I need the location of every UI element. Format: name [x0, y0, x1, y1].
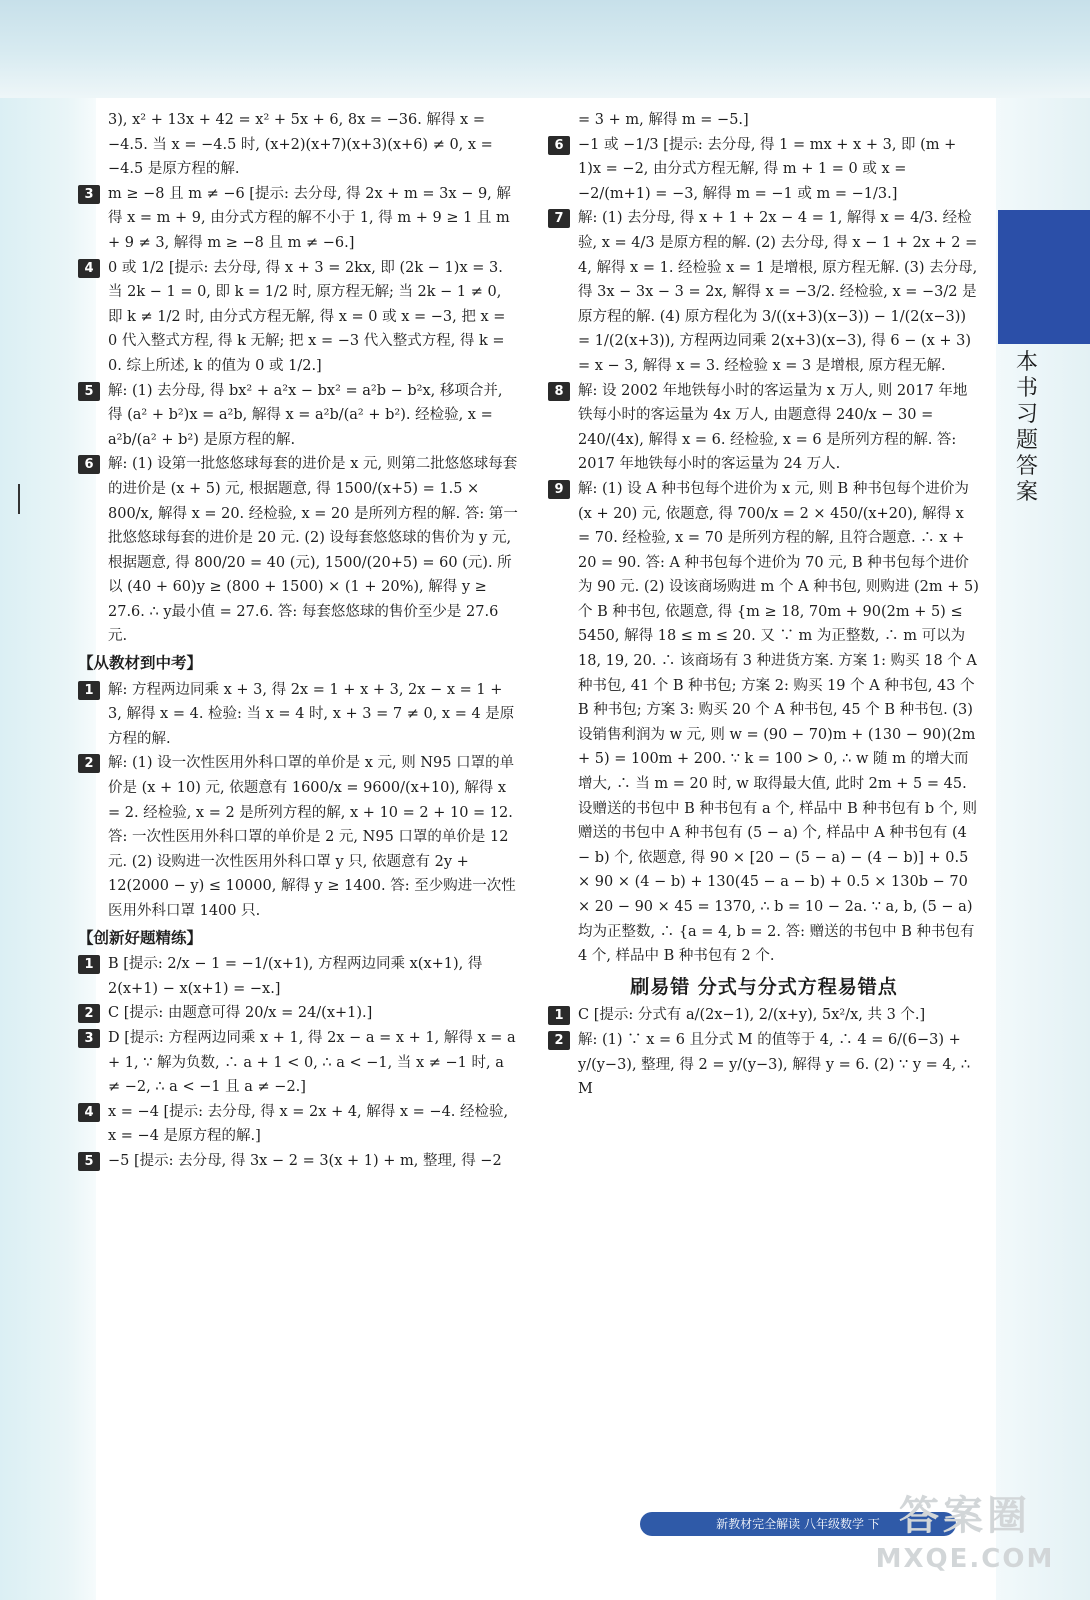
- item-text: 解: 设 2002 年地铁每小时的客运量为 x 万人, 则 2017 年地铁每小时的客运量为 4x 万人, 由题意得 240/x − 30 = 240/(4x), 解得 x = 6. 经检验, x = 6 是所列方程的解. 答: 2017 年地铁每小时的客运量为 24 万人.: [578, 382, 968, 473]
- answer-item: [548, 477, 980, 969]
- item-number: 5: [78, 382, 100, 401]
- item-text: −1 或 −1/3 [提示: 去分母, 得 1 = mx + x + 3, 即 (m + 1)x = −2, 由分式方程无解, 得 m + 1 = 0 或 x = −2/(m+1) = −3, 解得 m = −1 或 m = −1/3.]: [578, 136, 957, 202]
- answer-item: [78, 452, 518, 649]
- item-number: 7: [548, 209, 570, 228]
- item-text: 解: (1) 去分母, 得 x + 1 + 2x − 4 = 1, 解得 x = 4/3. 经检验, x = 4/3 是原方程的解. (2) 去分母, 得 x − 1 + 2x + 2 = 4, 解得 x = 1. 经检验 x = 1 是增根, 原方程无解. (3) 去分母, 得 3x − 3x − 3 = 2x, 解得 x = −3/2. 经检验, x = −3/2 是原方程的解. (4) 原方程化为 3/((x+3)(x−3)) − 1/(2(x−3)) = 1/(2(x+3)), 方程两边同乘 2(x+3)(x−3), 得 6 − (x + 3) = x − 3, 解得 x = 3. 经检验 x = 3 是增根, 原方程无解.: [578, 210, 978, 374]
- answer-item: [78, 678, 518, 752]
- answer-item: [78, 1026, 518, 1100]
- item-text: 解: (1) 去分母, 得 bx² + a²x − bx² = a²b − b²x, 移项合并, 得 (a² + b²)x = a²b, 解得 x = a²b/(a² + b²). 经检验, x = a²b/(a² + b²) 是原方程的解.: [108, 382, 503, 448]
- item-number: 6: [78, 455, 100, 474]
- side-title-char: 题: [1015, 428, 1040, 453]
- answer-item: [78, 952, 518, 1001]
- continuation-text: = 3 + m, 解得 m = −5.]: [578, 112, 749, 128]
- item-text: B [提示: 2/x − 1 = −1/(x+1), 方程两边同乘 x(x+1), 得 2(x+1) − x(x+1) = −x.]: [108, 956, 483, 997]
- item-text: C [提示: 分式有 a/(2x−1), 2/(x+y), 5x²/x, 共 3 个.]: [578, 1007, 926, 1024]
- item-number: 9: [548, 480, 570, 499]
- item-number: 2: [548, 1031, 570, 1050]
- binding-mark: [18, 484, 28, 514]
- answer-item: [78, 379, 518, 453]
- answer-item: [78, 1001, 518, 1026]
- answer-item: [78, 751, 518, 923]
- item-number: 3: [78, 1029, 100, 1048]
- item-text: 0 或 1/2 [提示: 去分母, 得 x + 3 = 2kx, 即 (2k − 1)x = 3. 当 2k − 1 = 0, 即 k = 1/2 时, 原方程无解; 当 2k − 1 ≠ 0, 即 k ≠ 1/2 时, 由分式方程无解, 得 x = 0 或 x = −3, 把 x = 0 代入整式方程, 得 k 无解; 把 x = −3 代入整式方程, 得 k = 0. 综上所述, k 的值为 0 或 1/2.]: [108, 259, 506, 374]
- item-text: m ≥ −8 且 m ≠ −6 [提示: 去分母, 得 2x + m = 3x − 9, 解得 x = m + 9, 由分式方程的解不小于 1, 得 m + 9 ≥ 1 且 m + 9 ≠ 3, 解得 m ≥ −8 且 m ≠ −6.]: [108, 185, 511, 251]
- item-text: 解: 方程两边同乘 x + 3, 得 2x = 1 + x + 3, 2x − x = 1 + 3, 解得 x = 4. 检验: 当 x = 4 时, x + 3 = 7 ≠ 0, x = 4 是原方程的解.: [108, 681, 515, 747]
- item-number: 5: [78, 1152, 100, 1171]
- side-title-char: 案: [1015, 480, 1040, 505]
- answer-item: [548, 206, 980, 378]
- watermark-line: 答案圈: [899, 1493, 1031, 1539]
- right-column: [548, 108, 980, 1102]
- section-heading: 【从教材到中考】: [78, 654, 203, 673]
- answer-item: [548, 1003, 980, 1028]
- side-title: [1010, 350, 1046, 506]
- item-text: 解: (1) 设 A 种书包每个进价为 x 元, 则 B 种书包每个进价为 (x + 20) 元, 依题意, 得 700/x = 2 × 450/(x+20), 解得 x = 70. 经检验, x = 70 是所列方程的解, 且符合题意. ∴ x + 20 = 90. 答: A 种书包每个进价为 70 元, B 种书包每个进价为 90 元. (2) 设该商场购进 m 个 A 种书包, 则购进 (2m + 5) 个 B 种书包, 依题意, 得 {m ≥ 18, 70m + 90(2m + 5) ≤ 5450, 解得 18 ≤ m ≤ 20. 又 ∵ m 为正整数, ∴ m 可以为 18, 19, 20. ∴ 该商场有 3 种进货方案. 方案 1: 购买 18 个 A 种书包, 41 个 B 种书包; 方案 2: 购买 19 个 A 种书包, 43 个 B 种书包; 方案 3: 购买 20 个 A 种书包, 45 个 B 种书包. (3) 设销售利润为 w 元, 则 w = (90 − 70)m + (130 − 90)(2m + 5) = 100m + 200. ∵ k = 100 > 0, ∴ w 随 m 的增大而增大, ∴ 当 m = 20 时, w 取得最大值, 此时 2m + 5 = 45. 设赠送的书包中 B 种书包有 a 个, 样品中 B 种书包有 b 个, 则赠送的书包中 A 种书包有 (5 − a) 个, 样品中 A 种书包有 (4 − b) 个, 依题意, 得 90 × [20 − (5 − a) − (4 − b)] + 0.5 × 90 × (4 − b) + 130(45 − a − b) + 0.5 × 130b − 70 × 20 − 90 × 45 = 1370, ∴ b = 10 − 2a. ∵ a, b, (5 − a) 均为正整数, ∴ {a = 4, b = 2. 答: 赠送的书包中 B 种书包有 4 个, 样品中 B 种书包有 2 个.: [578, 480, 979, 965]
- item-number: 3: [78, 185, 100, 204]
- item-text: 解: (1) ∵ x = 6 且分式 M 的值等于 4, ∴ 4 = 6/(6−3) + y/(y−3), 整理, 得 2 = y/(y−3), 解得 y = 6. (2) ∵ y = 4, ∴ M: [578, 1031, 971, 1098]
- item-text: D [提示: 方程两边同乘 x + 1, 得 2x − a = x + 1, 解得 x = a + 1, ∵ 解为负数, ∴ a + 1 < 0, ∴ a < −1, 当 x ≠ −1 时, a ≠ −2, ∴ a < −1 且 a ≠ −2.]: [108, 1029, 516, 1096]
- item-number: 4: [78, 1103, 100, 1122]
- answer-item: [548, 133, 980, 207]
- item-number: 6: [548, 136, 570, 155]
- item-number: 1: [78, 681, 100, 700]
- answer-item: [78, 1100, 518, 1149]
- item-number: 2: [78, 1004, 100, 1023]
- watermark-line: MXQE.COM: [875, 1544, 1055, 1574]
- item-text: x = −4 [提示: 去分母, 得 x = 2x + 4, 解得 x = −4. 经检验, x = −4 是原方程的解.]: [108, 1103, 509, 1145]
- answer-item: [78, 256, 518, 379]
- item-number: 1: [78, 955, 100, 974]
- section-heading: 【创新好题精练】: [78, 928, 203, 947]
- item-number: 1: [548, 1006, 570, 1025]
- side-title-char: 答: [1015, 454, 1040, 479]
- item-number: 4: [78, 259, 100, 278]
- side-tab: [998, 210, 1090, 344]
- side-title-char: 书: [1015, 376, 1040, 401]
- answer-item: [548, 379, 980, 477]
- top-banner: [0, 0, 1090, 98]
- answer-item: [78, 1149, 518, 1174]
- side-title-char: 本: [1015, 350, 1040, 375]
- section-title: 刷易错 分式与分式方程易错点: [630, 975, 898, 998]
- continuation-text: 3), x² + 13x + 42 = x² + 5x + 6, 8x = −36. 解得 x = −4.5. 当 x = −4.5 时, (x+2)(x+7)(x+3)(x+6) ≠ 0, x = −4.5 是原方程的解.: [108, 112, 493, 178]
- item-text: 解: (1) 设第一批悠悠球每套的进价是 x 元, 则第二批悠悠球每套的进价是 (x + 5) 元, 根据题意, 得 1500/(x+5) = 1.5 × 800/x, 解得 x = 20. 经检验, x = 20 是所列方程的解. 答: 第一批悠悠球每套的进价是 20 元. (2) 设每套悠悠球的售价为 y 元, 根据题意, 得 800/20 = 40 (元), 1500/(20+5) = 60 (元). 所以 (40 + 60)y ≥ (800 + 1500) × (1 + 20%), 解得 y ≥ 27.6. ∴ y最小值 = 27.6. 答: 每套悠悠球的售价至少是 27.6 元.: [108, 456, 518, 645]
- answer-item: [78, 182, 518, 256]
- answer-item: [548, 1028, 980, 1102]
- left-column: [78, 108, 518, 1174]
- item-number: 2: [78, 754, 100, 773]
- item-number: 8: [548, 382, 570, 401]
- watermark: [860, 1488, 1070, 1588]
- item-text: 解: (1) 设一次性医用外科口罩的单价是 x 元, 则 N95 口罩的单价是 (x + 10) 元, 依题意有 1600/x = 9600/(x+10), 解得 x = 2. 经检验, x = 2 是所列方程的解, x + 10 = 2 + 10 = 12. 答: 一次性医用外科口罩的单价是 2 元, N95 口罩的单价是 12 元. (2) 设购进一次性医用外科口罩 y 只, 依题意有 2y + 12(2000 − y) ≤ 10000, 解得 y ≥ 1400. 答: 至少购进一次性医用外科口罩 1400 只.: [108, 755, 516, 919]
- item-text: −5 [提示: 去分母, 得 3x − 2 = 3(x + 1) + m, 整理, 得 −2: [108, 1152, 502, 1169]
- footer-book-label: 新教材完全解读 八年级数学 下: [640, 1512, 956, 1536]
- side-title-char: 习: [1015, 402, 1040, 427]
- item-text: C [提示: 由题意可得 20/x = 24/(x+1).]: [108, 1005, 373, 1022]
